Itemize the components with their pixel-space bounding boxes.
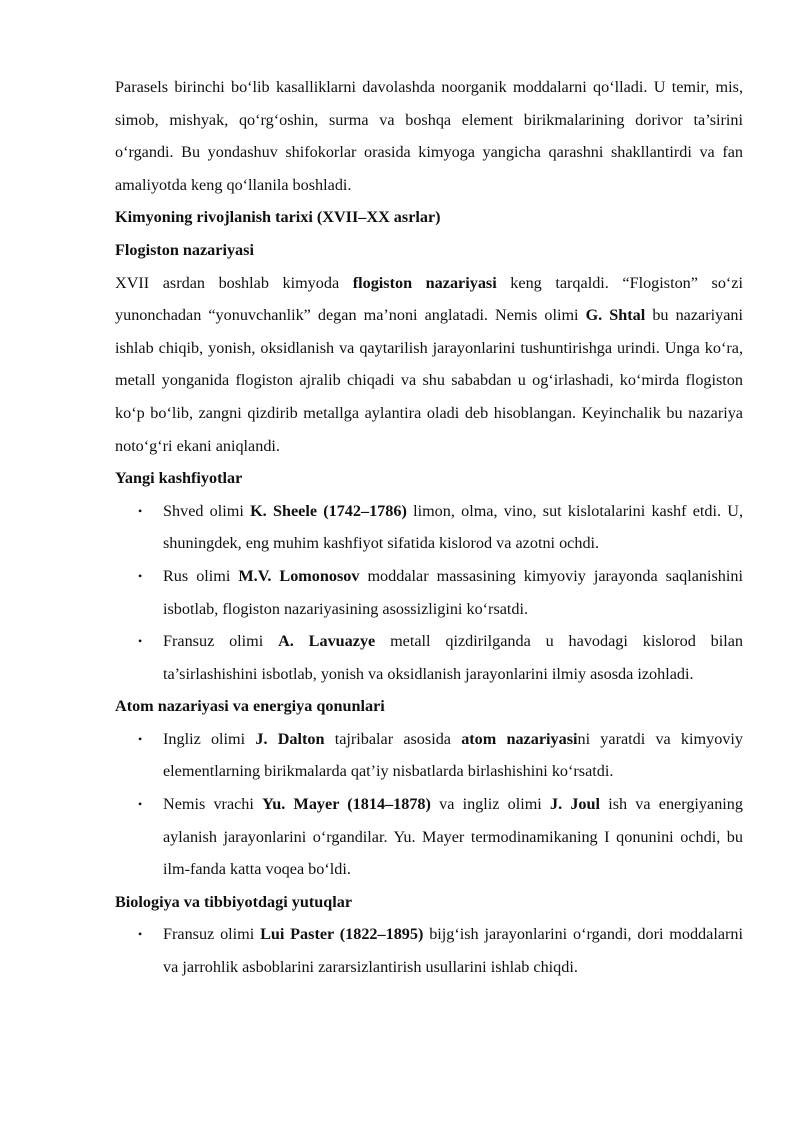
bold-name: Yu. Mayer (1814–1878) [262, 795, 431, 814]
text-run: Shved olimi [163, 501, 251, 520]
kashfiyotlar-list [115, 495, 743, 691]
section-title: Kimyoning rivojlanish tarixi (XVII–XX asrlar) [115, 208, 441, 227]
list-item [115, 918, 743, 983]
list-item [115, 560, 743, 625]
text-run: Rus olimi [163, 566, 239, 585]
bullet-icon: • [138, 797, 143, 812]
flogiston-heading: Flogiston nazariyasi [115, 240, 254, 259]
text-run: Fransuz olimi [163, 632, 279, 651]
kashfiyotlar-heading: Yangi kashfiyotlar [115, 469, 243, 488]
bold-term: flogiston nazariyasi [352, 273, 497, 292]
intro-paragraph: Parasels birinchi bo‘lib kasalliklarni davolashda noorganik moddalarni qo‘lladi. U temir, mis, simob, mishyak, qo‘rg‘oshin, surma va boshqa element birikmalarining dorivor ta’sirini o‘rgandi. Bu yondashuv shifokorlar orasida kimyoga yangicha qarashni shakllantirdi va fan amaliyotda keng qo‘llanila boshladi. [115, 78, 743, 194]
text-run: bijg‘ish jarayonlarini o‘rgandi, dori moddalarni va jarrohlik asboblarini zararsizlantirish usullarini ishlab chiqdi. [163, 925, 743, 977]
text-run: va ingliz olimi [430, 795, 550, 814]
bullet-icon: • [138, 503, 143, 518]
text-run: limon, olma, vino, sut kislotalarini kashf etdi. U, shuningdek, eng muhim kashfiyot sifatida kislorod va azotni ochdi. [163, 501, 743, 553]
text-run: ish va energiyaning aylanish jarayonlarini o‘rgandilar. Yu. Mayer termodinamikaning I qonunini ochdi, bu ilm-fanda katta voqea bo‘ldi. [163, 795, 743, 879]
bold-name: J. Dalton [255, 729, 325, 748]
atom-list [115, 723, 743, 886]
bullet-icon: • [138, 568, 143, 583]
bullet-icon: • [138, 634, 143, 649]
text-run: Nemis vrachi [163, 795, 263, 814]
flogiston-paragraph [115, 267, 743, 463]
text-run: moddalar massasining kimyoviy jarayonda saqlanishini isbotlab, flogiston nazariyasining asossizligini ko‘rsatdi. [163, 566, 743, 618]
text-run: Fransuz olimi [163, 925, 261, 944]
biologiya-list [115, 918, 743, 983]
bullet-icon: • [138, 731, 143, 746]
list-item [115, 625, 743, 690]
bold-name: K. Sheele (1742–1786) [250, 501, 407, 520]
biologiya-heading: Biologiya va tibbiyotdagi yutuqlar [115, 892, 353, 911]
document-page [115, 71, 743, 984]
atom-heading: Atom nazariyasi va energiya qonunlari [115, 697, 385, 716]
bold-term: atom nazariyasi [461, 729, 578, 748]
text-run: tajribalar asosida [324, 729, 462, 748]
bold-name: Lui Paster (1822–1895) [260, 925, 424, 944]
list-item [115, 723, 743, 788]
text-run: Ingliz olimi [163, 729, 256, 748]
list-item [115, 495, 743, 560]
text-run: ni yaratdi va kimyoviy elementlarning birikmalarda qat’iy nisbatlarda birlashishini ko‘rsatdi. [163, 729, 743, 781]
list-item [115, 788, 743, 886]
text-run: keng tarqaldi. “Flogiston” so‘zi yunonchadan “yonuvchanlik” degan ma’noni anglatadi. Nemis olimi [115, 273, 743, 325]
text-run: XVII asrdan boshlab kimyoda [115, 273, 353, 292]
bold-name: G. Shtal [585, 306, 646, 325]
bold-name: A. Lavuazye [278, 632, 376, 651]
text-run: bu nazariyani ishlab chiqib, yonish, oksidlanish va qaytarilish jarayonlarini tushuntirishga urindi. Unga ko‘ra, metall yonganida flogiston ajralib chiqadi va shu sababdan u og‘irlashadi, ko‘mirda flogiston ko‘p bo‘lib, zangni qizdirib metallga aylantira oladi deb hisoblangan. Keyinchalik bu nazariya noto‘g‘ri ekani aniqlandi. [115, 306, 743, 455]
text-run: metall qizdirilganda u havodagi kislorod bilan ta’sirlashishini isbotlab, yonish va oksidlanish jarayonlarini ilmiy asosda izohladi. [163, 632, 743, 683]
bold-name: M.V. Lomonosov [238, 566, 360, 585]
bullet-icon: • [138, 927, 143, 942]
bold-name: J. Joul [550, 795, 601, 814]
